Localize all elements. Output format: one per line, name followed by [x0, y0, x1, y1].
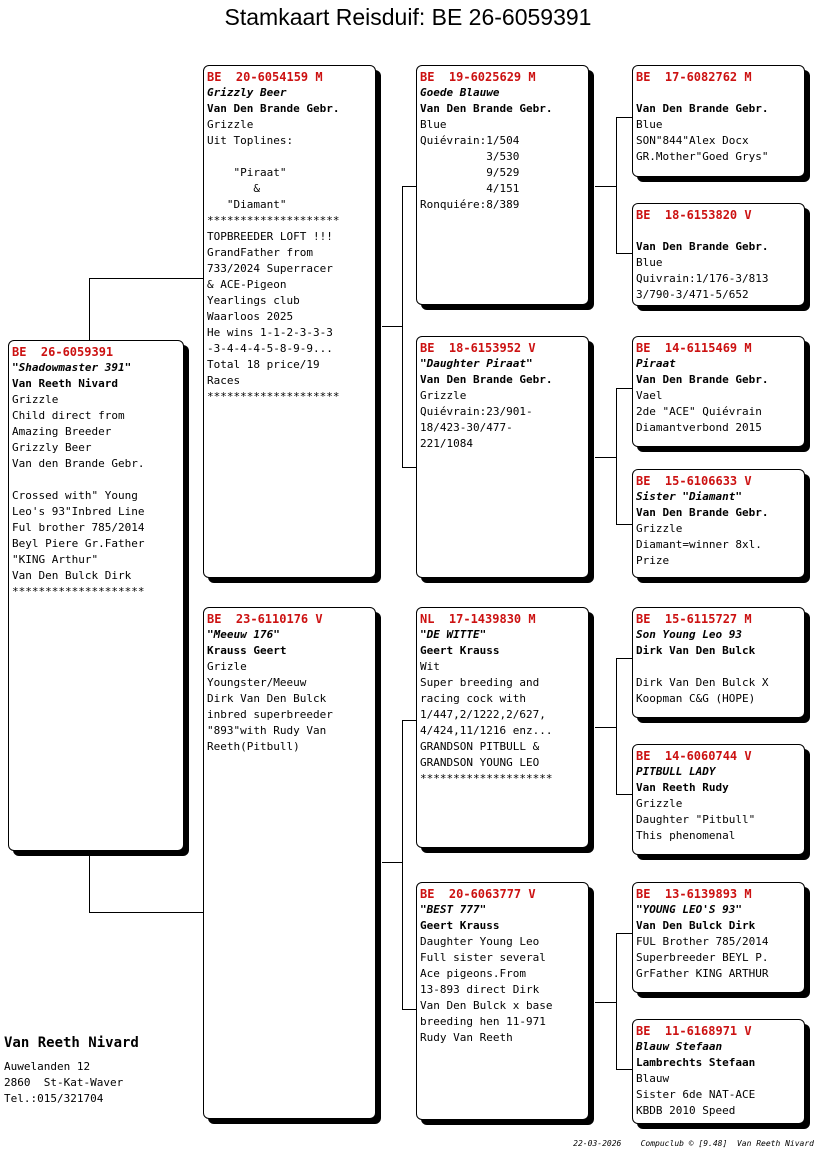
- card-detail-line: Vael: [636, 389, 663, 402]
- pedigree-card-ssd: [632, 203, 805, 306]
- pigeon-name: Piraat: [636, 357, 676, 370]
- card-detail-line: Quivrain:1/176-3/813: [636, 272, 769, 285]
- ring-number: NL 17-1439830 M: [420, 612, 536, 626]
- card-detail-line: GR.Mother"Goed Grys": [636, 150, 769, 163]
- connector-line: [402, 720, 403, 1010]
- breeder-name: Van Reeth Nivard: [12, 377, 118, 390]
- card-detail-line: Leo's 93"Inbred Line: [12, 505, 145, 518]
- pigeon-name: Sister "Diamant": [636, 490, 742, 503]
- pigeon-name: "DE WITTE": [420, 628, 487, 641]
- card-detail-line: Van Den Bulck x base: [420, 999, 553, 1012]
- card-detail-line: "Diamant": [207, 198, 287, 211]
- card-detail-line: Grizzle: [12, 393, 59, 406]
- card-detail-line: Full sister several: [420, 951, 546, 964]
- card-detail-line: 3/530: [420, 150, 520, 163]
- breeder-name: Krauss Geert: [207, 644, 287, 657]
- pigeon-name: Son Young Leo 93: [636, 628, 742, 641]
- owner-city: 2860 St-Kat-Waver: [4, 1076, 124, 1089]
- breeder-name: Van Den Brande Gebr.: [636, 506, 769, 519]
- ring-number: BE 17-6082762 M: [636, 70, 752, 84]
- card-detail-line: Wit: [420, 660, 440, 673]
- breeder-name: Van Den Brande Gebr.: [420, 102, 553, 115]
- card-detail-line: Blauw: [636, 1072, 670, 1085]
- card-detail-line: GrFather KING ARTHUR: [636, 967, 769, 980]
- pigeon-name: Goede Blauwe: [420, 86, 500, 99]
- pedigree-card-sds: [632, 336, 805, 447]
- connector-line: [595, 727, 616, 728]
- card-detail-line: Ace pigeons.From: [420, 967, 526, 980]
- card-detail-line: Rudy Van Reeth: [420, 1031, 513, 1044]
- card-detail-line: Crossed with" Young: [12, 489, 138, 502]
- card-detail-line: Grizle: [207, 660, 247, 673]
- card-detail-line: Grizzle: [636, 522, 683, 535]
- connector-line: [616, 933, 633, 934]
- card-detail-line: Ful brother 785/2014: [12, 521, 145, 534]
- connector-line: [89, 278, 204, 279]
- card-detail-line: Grizzle: [420, 389, 467, 402]
- card-detail-line: Uit Toplines:: [207, 134, 294, 147]
- ring-number: BE 18-6153820 V: [636, 208, 752, 222]
- breeder-name: Van Den Brande Gebr.: [636, 240, 769, 253]
- card-detail-line: Van den Brande Gebr.: [12, 457, 145, 470]
- connector-line: [616, 658, 617, 794]
- connector-line: [402, 467, 417, 468]
- card-detail-line: Van Den Bulck Dirk: [12, 569, 132, 582]
- connector-line: [616, 658, 633, 659]
- card-detail-line: 4/151: [420, 182, 520, 195]
- card-detail-line: Total 18 price/19: [207, 358, 320, 371]
- breeder-name: Geert Krauss: [420, 919, 500, 932]
- pedigree-card-sire: [203, 65, 376, 578]
- ring-number: BE 13-6139893 M: [636, 887, 752, 901]
- card-detail-line: GRANDSON YOUNG LEO: [420, 756, 540, 769]
- pedigree-card-sire-sire: [416, 65, 589, 305]
- card-detail-line: Sister 6de NAT-ACE: [636, 1088, 756, 1101]
- ring-number: BE 15-6115727 M: [636, 612, 752, 626]
- pedigree-card-sss: [632, 65, 805, 177]
- card-detail-line: Quiévrain:1/504: [420, 134, 520, 147]
- ring-number: BE 20-6054159 M: [207, 70, 323, 84]
- breeder-name: Dirk Van Den Bulck: [636, 644, 756, 657]
- card-detail-line: Koopman C&G (HOPE): [636, 692, 756, 705]
- card-detail-line: GrandFather from: [207, 246, 313, 259]
- connector-line: [616, 117, 617, 253]
- connector-line: [616, 794, 633, 795]
- pedigree-card-subject: [8, 340, 184, 851]
- connector-line: [616, 388, 633, 389]
- breeder-name: Van Den Brande Gebr.: [207, 102, 340, 115]
- card-detail-line: 18/423-30/477-: [420, 421, 513, 434]
- breeder-name: Van Reeth Rudy: [636, 781, 729, 794]
- owner-address: Auwelanden 12: [4, 1060, 91, 1073]
- connector-line: [402, 186, 403, 468]
- pedigree-card-sdd: [632, 469, 805, 578]
- connector-line: [402, 186, 417, 187]
- card-detail-line: "Piraat": [207, 166, 287, 179]
- page-title: Stamkaart Reisduif: BE 26-6059391: [224, 4, 592, 30]
- connector-line: [402, 1009, 417, 1010]
- footer-text: 22-03-2026 Compuclub © [9.48] Van Reeth Nivard: [573, 1139, 814, 1148]
- pigeon-name: PITBULL LADY: [636, 765, 716, 778]
- card-detail-line: ********************: [12, 585, 145, 598]
- pigeon-name: Blauw Stefaan: [636, 1040, 723, 1053]
- card-detail-line: Blue: [420, 118, 447, 131]
- pigeon-name: "BEST 777": [420, 903, 487, 916]
- breeder-name: Van Den Bulck Dirk: [636, 919, 756, 932]
- breeder-name: Geert Krauss: [420, 644, 500, 657]
- card-detail-line: Reeth(Pitbull): [207, 740, 300, 753]
- card-detail-line: "893"with Rudy Van: [207, 724, 327, 737]
- card-detail-line: 4/424,11/1216 enz...: [420, 724, 553, 737]
- card-detail-line: 1/447,2/1222,2/627,: [420, 708, 546, 721]
- connector-line: [382, 326, 402, 327]
- card-detail-line: Grizzle: [207, 118, 254, 131]
- pedigree-card-dam-sire: [416, 607, 589, 848]
- ring-number: BE 23-6110176 V: [207, 612, 323, 626]
- card-detail-line: Superbreeder BEYL P.: [636, 951, 769, 964]
- card-detail-line: Blue: [636, 118, 663, 131]
- card-detail-line: Diamant=winner 8xl.: [636, 538, 762, 551]
- connector-line: [595, 186, 616, 187]
- pedigree-card-dam: [203, 607, 376, 1119]
- card-detail-line: Yearlings club: [207, 294, 300, 307]
- connector-line: [89, 278, 90, 341]
- pigeon-name: "Shadowmaster 391": [12, 361, 132, 374]
- card-detail-line: racing cock with: [420, 692, 526, 705]
- card-detail-line: Dirk Van Den Bulck X: [636, 676, 769, 689]
- connector-line: [616, 117, 633, 118]
- card-detail-line: Youngster/Meeuw: [207, 676, 307, 689]
- ring-number: BE 20-6063777 V: [420, 887, 536, 901]
- ring-number: BE 19-6025629 M: [420, 70, 536, 84]
- ring-number: BE 15-6106633 V: [636, 474, 752, 488]
- card-detail-line: 3/790-3/471-5/652: [636, 288, 749, 301]
- card-detail-line: Prize: [636, 554, 670, 567]
- card-detail-line: Waarloos 2025: [207, 310, 294, 323]
- ring-number: BE 26-6059391: [12, 345, 114, 359]
- card-detail-line: GRANDSON PITBULL &: [420, 740, 540, 753]
- pigeon-name: [636, 223, 804, 239]
- card-detail-line: Blue: [636, 256, 663, 269]
- card-detail-line: KBDB 2010 Speed: [636, 1104, 736, 1117]
- card-detail-line: Races: [207, 374, 241, 387]
- card-detail-line: Child direct from: [12, 409, 125, 422]
- card-detail-line: 13-893 direct Dirk: [420, 983, 540, 996]
- card-detail-line: FUL Brother 785/2014: [636, 935, 769, 948]
- breeder-name: Lambrechts Stefaan: [636, 1056, 756, 1069]
- connector-line: [616, 524, 633, 525]
- pedigree-card-dam-dam: [416, 882, 589, 1120]
- breeder-name: Van Den Brande Gebr.: [636, 373, 769, 386]
- connector-line: [402, 720, 417, 721]
- card-detail-line: [636, 659, 804, 675]
- card-detail-line: Super breeding and: [420, 676, 540, 689]
- pedigree-card-dds: [632, 882, 805, 993]
- owner-phone: Tel.:015/321704: [4, 1092, 104, 1105]
- ring-number: BE 18-6153952 V: [420, 341, 536, 355]
- card-detail-line: 221/1084: [420, 437, 473, 450]
- breeder-name: Van Den Brande Gebr.: [420, 373, 553, 386]
- card-detail-line: Quiévrain:23/901-: [420, 405, 533, 418]
- card-detail-line: Diamantverbond 2015: [636, 421, 762, 434]
- connector-line: [382, 862, 402, 863]
- ring-number: BE 14-6115469 M: [636, 341, 752, 355]
- card-detail-line: -3-4-4-4-5-8-9-9...: [207, 342, 333, 355]
- connector-line: [616, 388, 617, 524]
- card-detail-line: TOPBREEDER LOFT !!!: [207, 230, 333, 243]
- card-detail-line: & ACE-Pigeon: [207, 278, 287, 291]
- card-detail-line: inbred superbreeder: [207, 708, 333, 721]
- card-detail-line: 9/529: [420, 166, 520, 179]
- card-detail-line: Daughter Young Leo: [420, 935, 540, 948]
- card-detail-line: ********************: [207, 214, 340, 227]
- connector-line: [595, 457, 616, 458]
- connector-line: [616, 1069, 633, 1070]
- pedigree-card-ddd: [632, 1019, 805, 1124]
- card-detail-line: He wins 1-1-2-3-3-3: [207, 326, 333, 339]
- breeder-name: Van Den Brande Gebr.: [636, 102, 769, 115]
- card-detail-line: &: [207, 182, 260, 195]
- pigeon-name: "Daughter Piraat": [420, 357, 533, 370]
- connector-line: [616, 253, 633, 254]
- card-detail-line: Ronquiére:8/389: [420, 198, 520, 211]
- card-detail-line: Grizzly Beer: [12, 441, 92, 454]
- pigeon-name: "Meeuw 176": [207, 628, 280, 641]
- card-detail-line: This phenomenal: [636, 829, 736, 842]
- card-detail-line: 733/2024 Superracer: [207, 262, 333, 275]
- card-detail-line: [207, 149, 375, 165]
- pigeon-name: [636, 85, 804, 101]
- card-detail-line: Dirk Van Den Bulck: [207, 692, 327, 705]
- card-detail-line: SON"844"Alex Docx: [636, 134, 749, 147]
- connector-line: [89, 912, 204, 913]
- ring-number: BE 11-6168971 V: [636, 1024, 752, 1038]
- pedigree-card-sire-dam: [416, 336, 589, 578]
- card-detail-line: Amazing Breeder: [12, 425, 112, 438]
- card-detail-line: Beyl Piere Gr.Father: [12, 537, 145, 550]
- connector-line: [595, 1002, 616, 1003]
- pedigree-card-dss: [632, 607, 805, 718]
- ring-number: BE 14-6060744 V: [636, 749, 752, 763]
- card-detail-line: ********************: [420, 772, 553, 785]
- owner-name: Van Reeth Nivard: [4, 1035, 139, 1051]
- pedigree-card-dsd: [632, 744, 805, 855]
- pigeon-name: Grizzly Beer: [207, 86, 287, 99]
- card-detail-line: Grizzle: [636, 797, 683, 810]
- card-detail-line: breeding hen 11-971: [420, 1015, 546, 1028]
- connector-line: [89, 856, 90, 912]
- pigeon-name: "YOUNG LEO'S 93": [636, 903, 742, 916]
- card-detail-line: Daughter "Pitbull": [636, 813, 756, 826]
- card-detail-line: "KING Arthur": [12, 553, 99, 566]
- card-detail-line: 2de "ACE" Quiévrain: [636, 405, 762, 418]
- connector-line: [616, 933, 617, 1069]
- card-detail-line: ********************: [207, 390, 340, 403]
- card-detail-line: [12, 472, 183, 488]
